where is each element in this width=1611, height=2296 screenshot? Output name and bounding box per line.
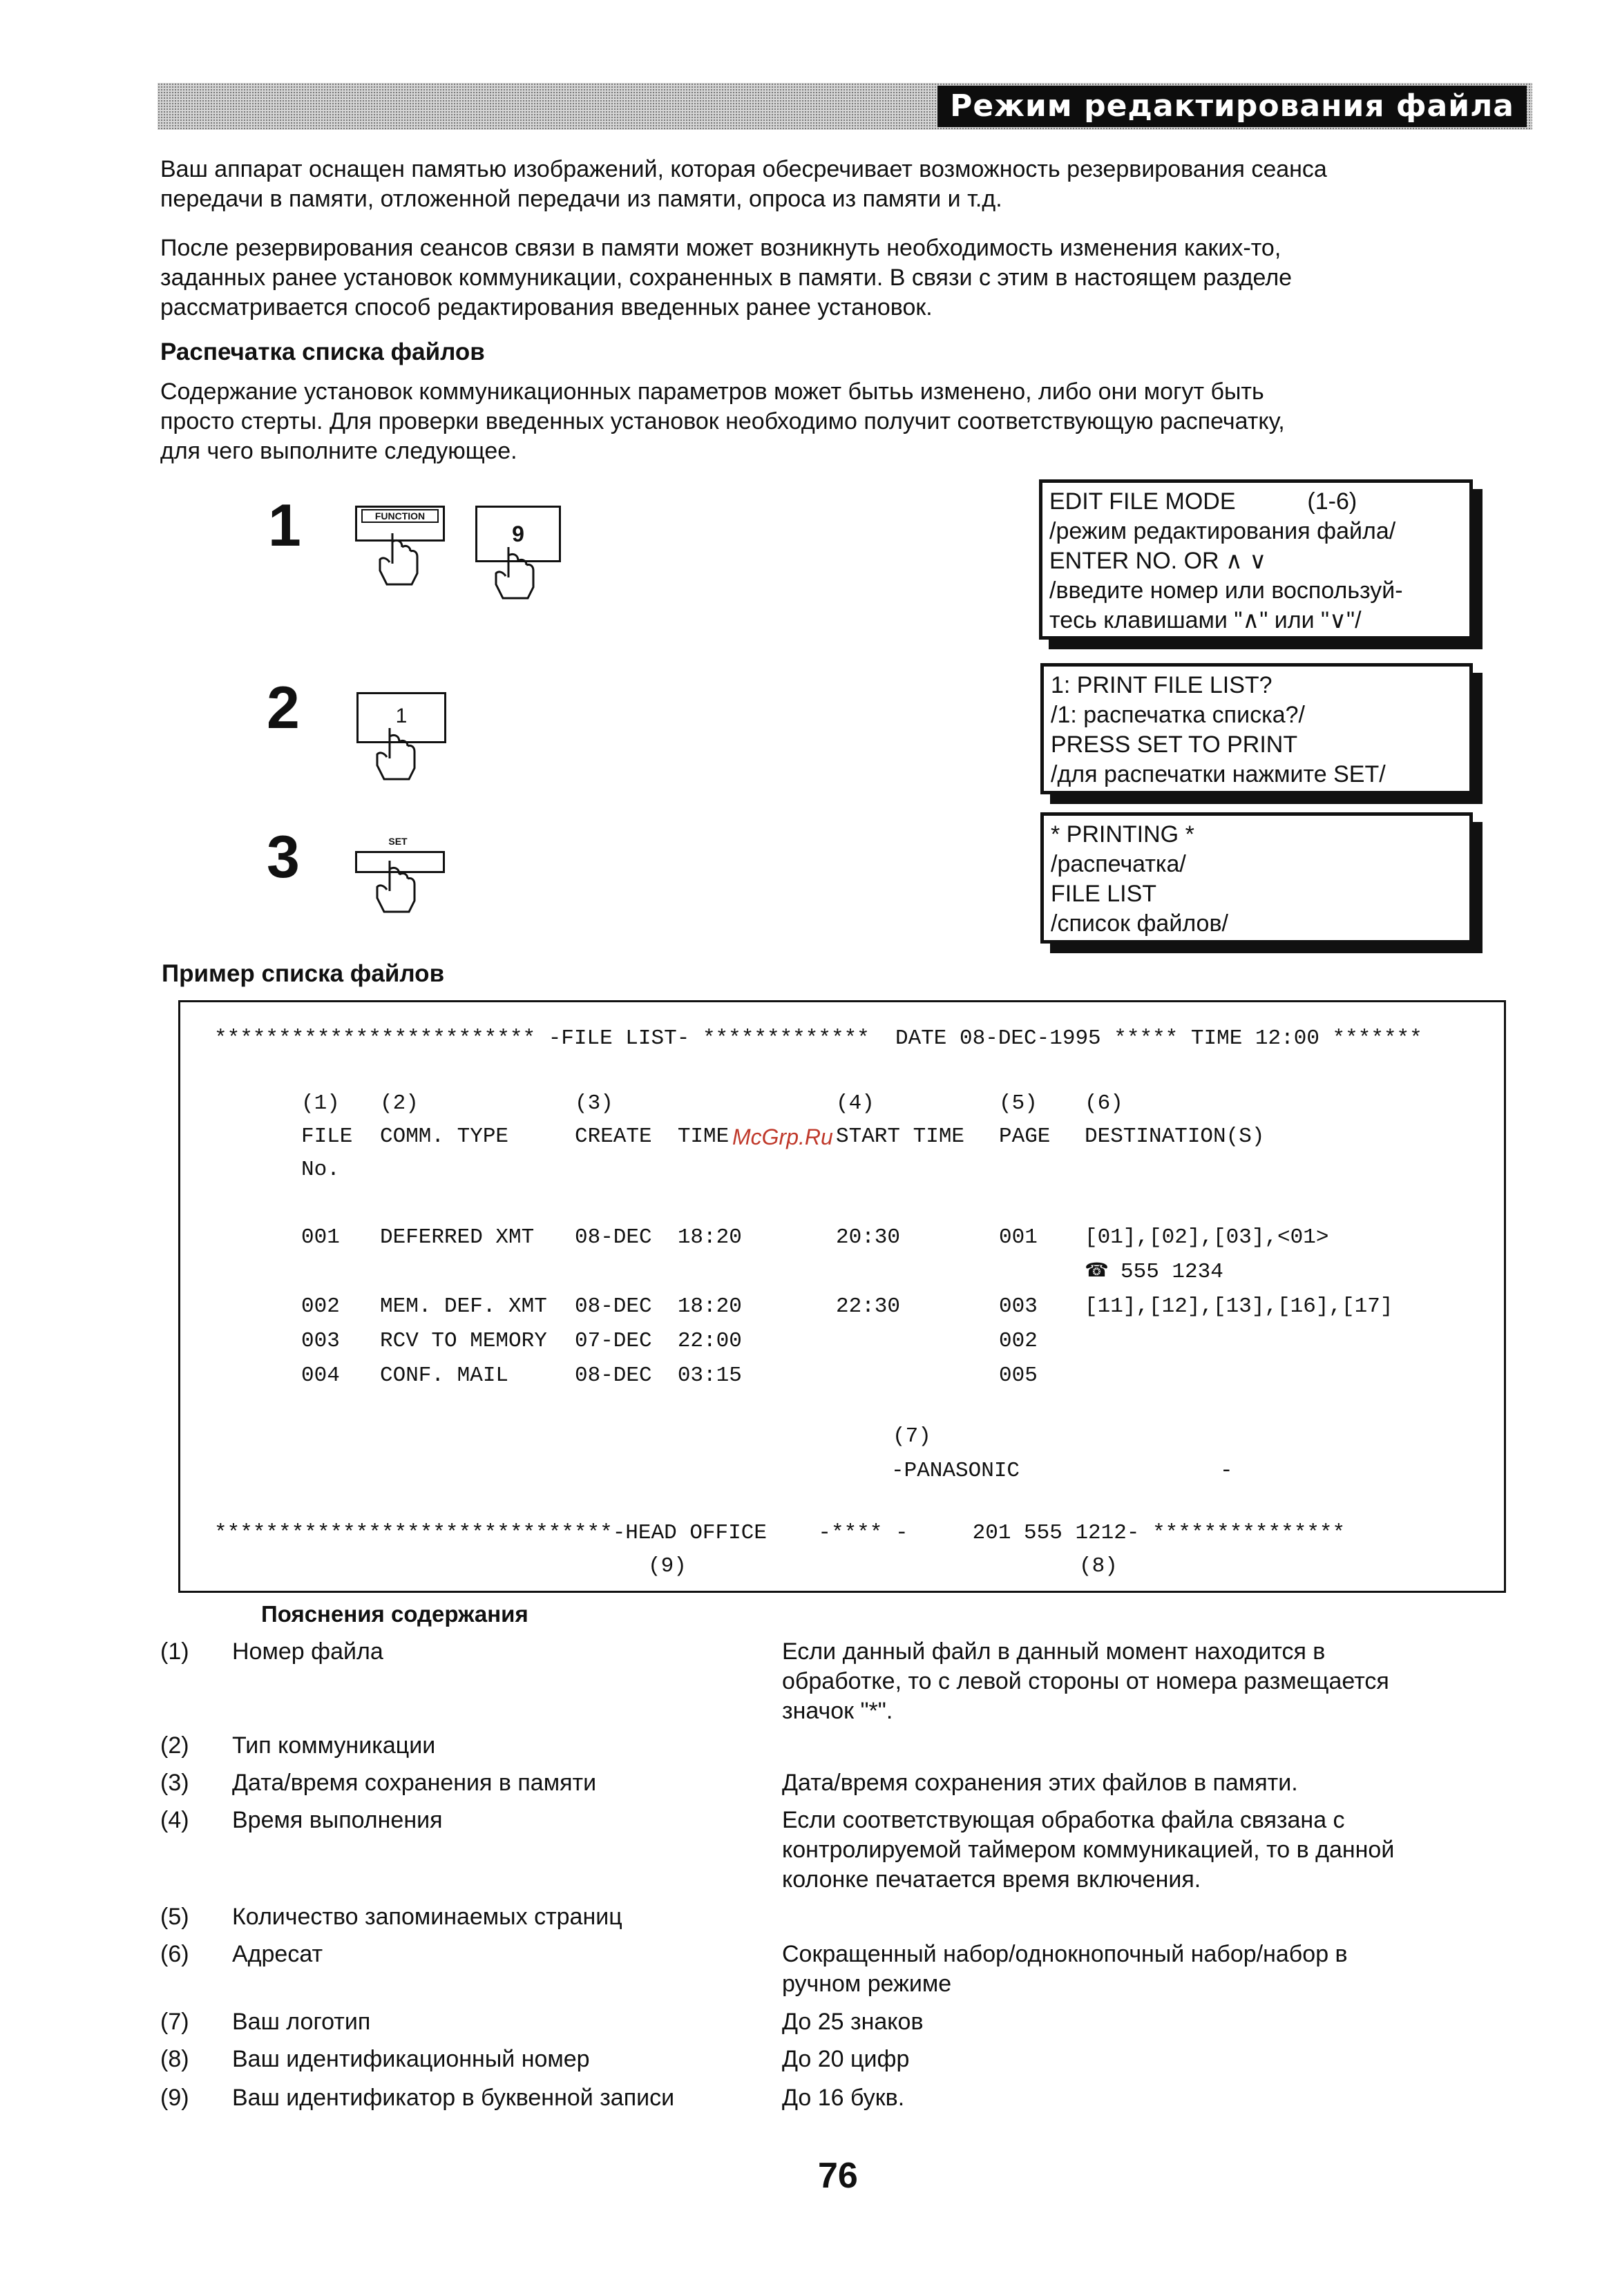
stars: ******************************* [214,1521,613,1545]
intro-line: передачи в памяти, отложенной передачи из памяти, опроса из памяти и т.д. [160,186,1002,212]
label-8: (8) [1079,1554,1118,1578]
cell-dest: [11],[12],[13],[16],[17] [1085,1294,1393,1319]
col-head-create-time: CREATE TIME [575,1125,730,1149]
exp-label: Адресат [232,1941,323,1967]
lcd-display-step-1 [1039,479,1473,640]
key-label: 9 [512,522,524,546]
col-num: (1) [301,1091,340,1116]
pressing-hand-icon [377,532,419,586]
example-title: Пример списка файлов [162,960,445,987]
col-head-file: FILE [301,1125,353,1149]
key-label: FUNCTION [374,510,426,522]
step-number: 3 [267,824,300,890]
label-9: (9) [648,1554,687,1578]
exp-label: Номер файла [232,1638,383,1665]
watermark: McGrp.Ru [732,1125,833,1149]
col-num: (2) [380,1091,419,1116]
exp-label: Время выполнения [232,1807,443,1833]
logo-dash: - [1220,1459,1233,1483]
cell-page: 002 [999,1329,1038,1353]
exp-desc-line: колонке печатается время включения. [782,1866,1201,1893]
lcd-line: FILE LIST [1051,881,1157,907]
lcd-display-step-2 [1040,663,1473,794]
intro-line: рассматривается способ редактирования введенных ранее установок. [160,294,933,321]
footer-number: 201 555 1212- [972,1521,1140,1545]
footer-id: -HEAD OFFICE [612,1521,767,1545]
exp-num: (3) [160,1770,189,1796]
exp-label: Ваш логотип [232,2009,371,2035]
lcd-line: /для распечатки нажмите SET/ [1051,761,1386,787]
cell-type: DEFERRED XMT [380,1225,535,1250]
stars: ************************* [214,1026,536,1051]
exp-desc-line: ручном режиме [782,1971,952,1997]
pressing-hand-icon [374,859,416,913]
cell-type: RCV TO MEMORY [380,1329,547,1353]
cell-type: MEM. DEF. XMT [380,1294,547,1319]
exp-desc-line: До 20 цифр [782,2046,910,2072]
intro-paragraph-1 [160,155,1327,214]
cell-start: 20:30 [836,1225,901,1250]
exp-label: Ваш идентификационный номер [232,2046,590,2072]
lcd-line: /введите номер или воспользуй- [1049,577,1403,604]
intro-paragraph-2 [160,233,1292,323]
stars: *************** [1152,1521,1346,1545]
exp-desc [782,2045,1500,2074]
exp-label: Дата/время сохранения в памяти [232,1770,597,1796]
file-list-title: -FILE LIST- [548,1026,690,1051]
file-list-footer [214,1520,1345,1547]
intro-line: заданных ранее установок коммуникации, сохраненных в памяти. В связи с этим в настоящем разделе [160,265,1293,291]
exp-num: (6) [160,1941,189,1967]
stars: ***** [1114,1026,1179,1051]
cell-start: 22:30 [836,1294,901,1319]
intro-line: Ваш аппарат оснащен памятью изображений, которая обесречивает возможность резервирования сеанса [160,156,1327,182]
lcd-line: тесь клавишами "∧" или "∨"/ [1049,607,1362,633]
cell-create: 08-DEC 03:15 [575,1364,742,1388]
logo-text: -PANASONIC [891,1459,1020,1483]
cell-page: 001 [999,1225,1038,1250]
exp-desc-line: Сокращенный набор/однокнопочный набор/набор в [782,1941,1348,1967]
col-head-comm-type: COMM. TYPE [380,1125,509,1149]
exp-num: (2) [160,1732,189,1759]
section-line: просто стерты. Для проверки введенных установок необходимо получит соответствующую распечатку, [160,408,1285,434]
exp-num: (4) [160,1807,189,1833]
cell-file: 002 [301,1294,340,1319]
exp-num: (8) [160,2046,189,2072]
lcd-display-step-3 [1040,812,1473,944]
step-number: 2 [267,675,300,741]
lcd-line: ENTER NO. OR ∧ ∨ [1049,548,1267,574]
section-line: Содержание установок коммуникационных параметров может бытьь изменено, либо они могут быть [160,379,1264,405]
cell-file: 004 [301,1364,340,1388]
logo-number: (7) [893,1424,931,1448]
pressing-hand-icon [374,727,416,781]
exp-label: Ваш идентификатор в буквенной записи [232,2085,675,2111]
exp-desc [782,2083,1500,2113]
intro-line: После резервирования сеансов связи в памяти может возникнуть необходимость изменения каких-то, [160,235,1281,261]
lcd-line: 1: PRINT FILE LIST? [1051,672,1272,698]
lcd-line: PRESS SET TO PRINT [1051,731,1298,758]
lcd-line: /список файлов/ [1051,910,1228,937]
exp-desc [782,2007,1500,2037]
col-head-page: PAGE [999,1125,1051,1149]
header-title: Режим редактирования файла [937,86,1527,127]
exp-desc-line: До 25 знаков [782,2009,924,2035]
cell-type: CONF. MAIL [380,1364,509,1388]
exp-desc [782,1637,1500,1726]
footer-mid: -**** - [818,1521,908,1545]
step-number: 1 [268,492,301,559]
pressing-hand-icon [493,546,535,600]
section-line: для чего выполните следующее. [160,438,517,464]
section-paragraph [160,377,1285,466]
stars: ******* [1332,1026,1422,1051]
stars: ************* [702,1026,870,1051]
exp-desc-line: Дата/время сохранения этих файлов в памяти. [782,1770,1298,1796]
col-head-no: No. [301,1158,340,1182]
exp-desc [782,1940,1500,1999]
exp-num: (9) [160,2085,189,2111]
cell-create: 08-DEC 18:20 [575,1294,742,1319]
section-title: Распечатка списка файлов [160,338,485,365]
lcd-line: /1: распечатка списка?/ [1051,702,1305,728]
col-num: (3) [575,1091,613,1116]
exp-desc-line: До 16 букв. [782,2085,905,2111]
exp-desc-line: Если соответствующая обработка файла связана с [782,1807,1345,1833]
cell-create: 08-DEC 18:20 [575,1225,742,1250]
exp-desc-line: значок "*". [782,1698,893,1724]
col-num: (5) [999,1091,1038,1116]
exp-desc-line: обработке, то с левой стороны от номера размещается [782,1668,1389,1694]
report-date: DATE 08-DEC-1995 [895,1026,1101,1051]
lcd-line: * PRINTING * [1051,821,1194,848]
exp-desc [782,1768,1500,1798]
exp-num: (1) [160,1638,189,1665]
explanations-title: Пояснения содержания [261,1601,528,1627]
cell-dest: [01],[02],[03],<01> [1085,1225,1329,1250]
cell-create: 07-DEC 22:00 [575,1329,742,1353]
cell-file: 001 [301,1225,340,1250]
exp-desc-line: контролируемой таймером коммуникацией, то в данной [782,1837,1395,1863]
exp-label: Количество запоминаемых страниц [232,1904,622,1930]
cell-page: 003 [999,1294,1038,1319]
lcd-line: /распечатка/ [1051,851,1186,877]
col-head-start-time: START TIME [836,1125,965,1149]
cell-page: 005 [999,1364,1038,1388]
key-label: 1 [395,705,408,727]
exp-label: Тип коммуникации [232,1732,436,1759]
exp-desc-line: Если данный файл в данный момент находится в [782,1638,1326,1665]
lcd-line: /режим редактирования файла/ [1049,518,1396,544]
header-band [158,83,1532,130]
col-num: (6) [1085,1091,1123,1116]
lcd-line: EDIT FILE MODE (1-6) [1049,488,1357,515]
exp-desc [782,1806,1500,1895]
file-list-header [214,1025,1422,1053]
exp-num: (5) [160,1904,189,1930]
cell-file: 003 [301,1329,340,1353]
cell-phone: 555 1234 [1121,1260,1223,1284]
col-num: (4) [836,1091,875,1116]
exp-num: (7) [160,2009,189,2035]
page-number: 76 [818,2156,858,2196]
col-head-destination: DESTINATION(S) [1085,1125,1265,1149]
set-key-label: SET [388,836,408,847]
report-time: TIME 12:00 [1190,1026,1319,1051]
telephone-icon: ☎ [1085,1259,1109,1281]
